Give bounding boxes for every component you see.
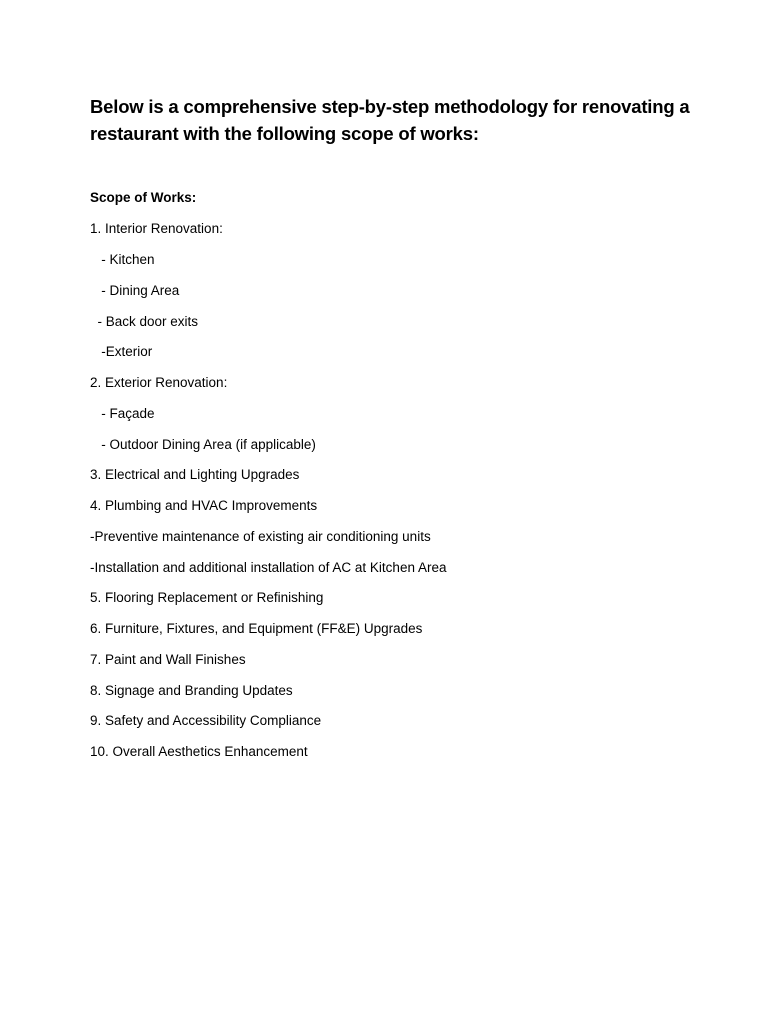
scope-line: -Exterior xyxy=(90,344,153,359)
scope-line: - Kitchen xyxy=(90,252,155,267)
scope-line: 6. Furniture, Fixtures, and Equipment (FF&E) Upgrades xyxy=(90,621,423,636)
scope-line: 10. Overall Aesthetics Enhancement xyxy=(90,744,308,759)
scope-line: 5. Flooring Replacement or Refinishing xyxy=(90,590,324,605)
scope-line: 4. Plumbing and HVAC Improvements xyxy=(90,498,318,513)
scope-line: - Dining Area xyxy=(90,283,180,298)
scope-line: - Back door exits xyxy=(90,314,199,329)
scope-line: -Installation and additional installation of AC at Kitchen Area xyxy=(90,560,447,575)
scope-line: 8. Signage and Branding Updates xyxy=(90,683,293,698)
scope-line: - Outdoor Dining Area (if applicable) xyxy=(90,437,316,452)
scope-line: - Façade xyxy=(90,406,155,421)
scope-line: 2. Exterior Renovation: xyxy=(90,375,228,390)
scope-line: 1. Interior Renovation: xyxy=(90,221,223,236)
scope-line: 7. Paint and Wall Finishes xyxy=(90,652,246,667)
document-title: Below is a comprehensive step-by-step methodology for renovating a restaurant with the following scope of works: xyxy=(90,96,690,144)
scope-line: 3. Electrical and Lighting Upgrades xyxy=(90,467,300,482)
scope-heading: Scope of Works: xyxy=(90,190,197,205)
scope-line: 9. Safety and Accessibility Compliance xyxy=(90,713,322,728)
scope-line: -Preventive maintenance of existing air conditioning units xyxy=(90,529,431,544)
